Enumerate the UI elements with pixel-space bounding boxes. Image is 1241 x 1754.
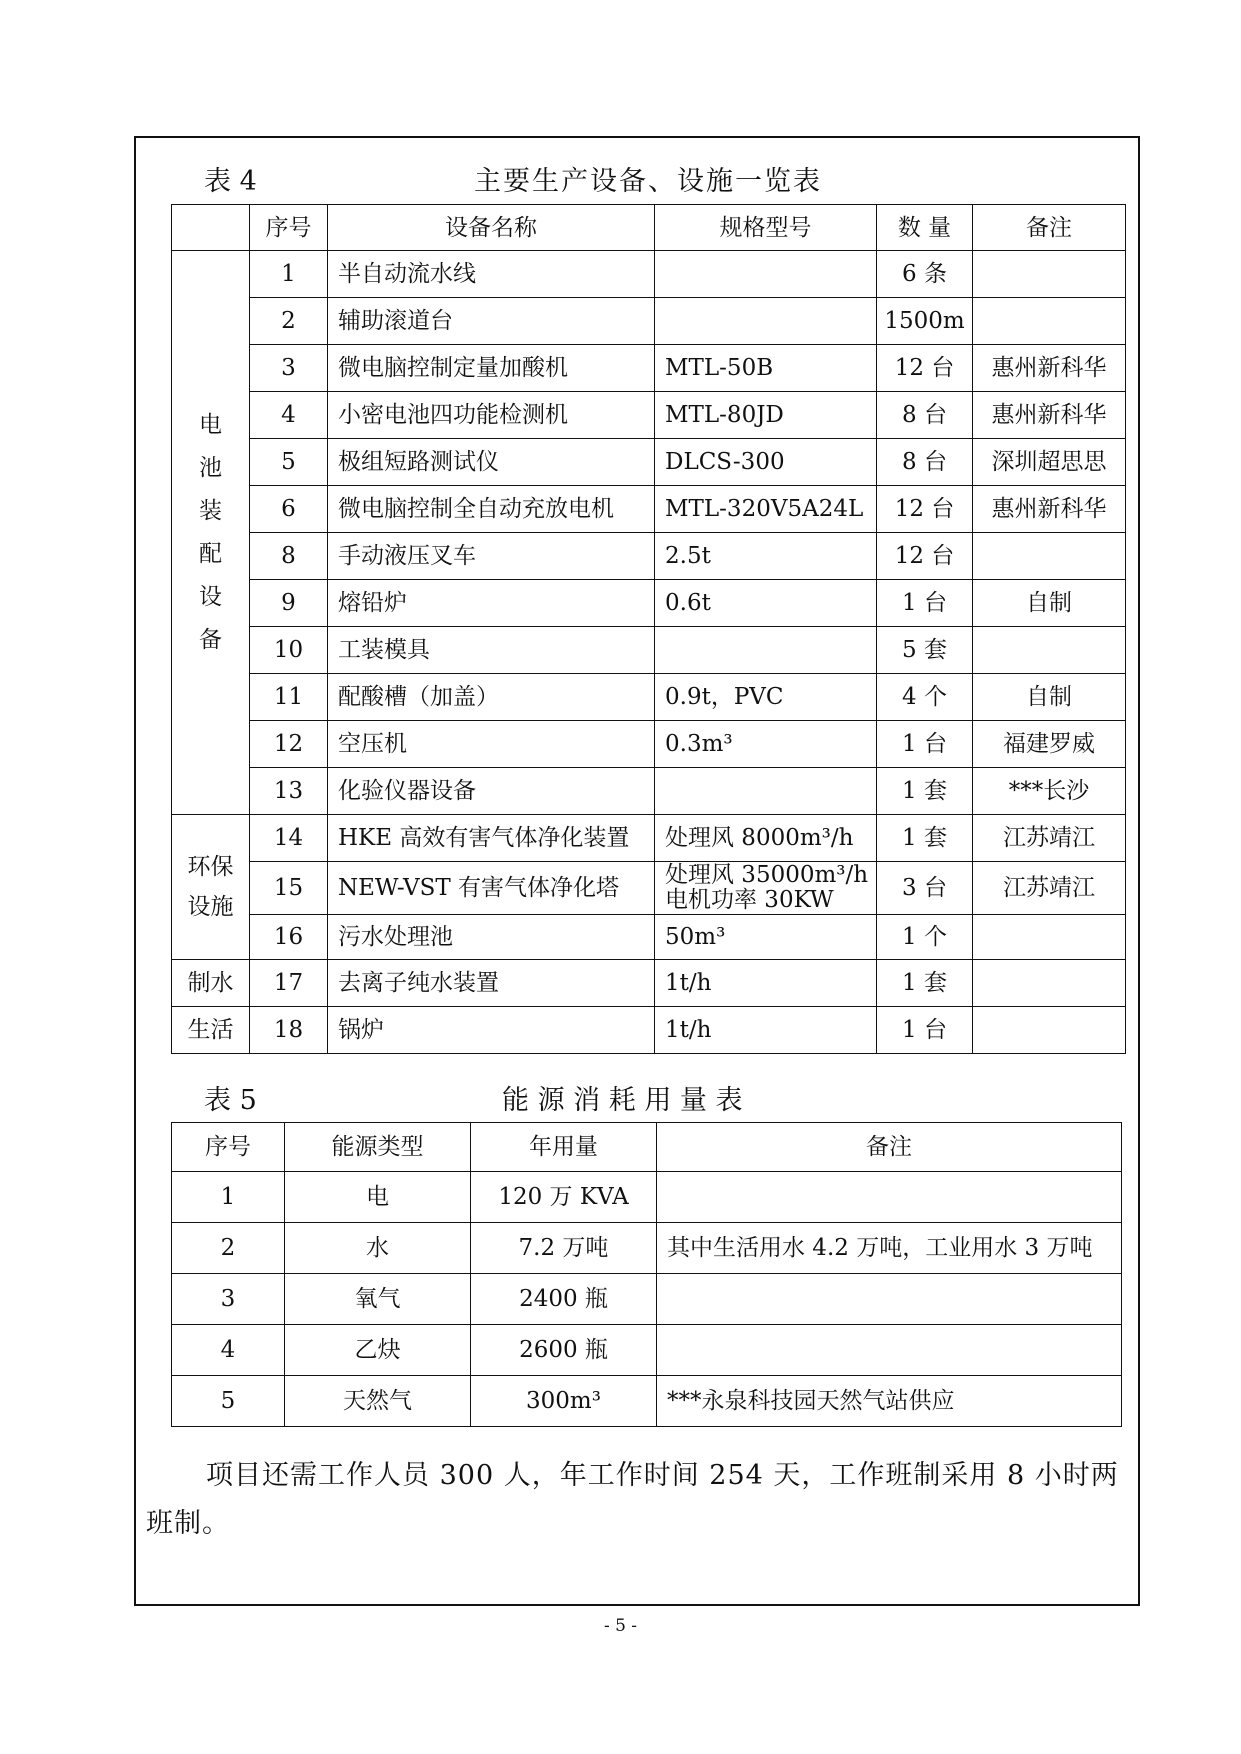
cell-qty: 1500m	[877, 298, 973, 345]
cell-name: 污水处理池	[328, 915, 655, 960]
cell-spec: 1t/h	[655, 960, 877, 1007]
table5-title: 能 源 消 耗 用 量 表	[502, 1085, 743, 1116]
cell-qty: 12 台	[877, 345, 973, 392]
table-row	[172, 486, 1126, 533]
table-row	[172, 1325, 1122, 1376]
cell-note: 惠州新科华	[973, 345, 1126, 392]
table-row	[172, 1376, 1122, 1427]
cell-qty: 6 条	[877, 251, 973, 298]
cell-spec	[655, 251, 877, 298]
cell-amount: 2400 瓶	[471, 1274, 657, 1325]
cell-qty: 1 套	[877, 815, 973, 862]
header-cell: 备注	[657, 1123, 1122, 1172]
cell-note	[973, 251, 1126, 298]
cell-type: 电	[285, 1172, 471, 1223]
cell-no: 15	[250, 862, 328, 915]
cell-type: 水	[285, 1223, 471, 1274]
cell-no: 4	[172, 1325, 285, 1376]
table-row	[172, 298, 1126, 345]
cell-note: 福建罗威	[973, 721, 1126, 768]
table5-label: 表 5	[204, 1085, 257, 1116]
cell-name: 辅助滚道台	[328, 298, 655, 345]
cell-note	[973, 915, 1126, 960]
cell-no: 1	[172, 1172, 285, 1223]
cell-amount: 7.2 万吨	[471, 1223, 657, 1274]
cell-qty: 8 台	[877, 439, 973, 486]
cell-name: 空压机	[328, 721, 655, 768]
table-row	[172, 251, 1126, 298]
cell-spec	[655, 627, 877, 674]
cell-name: 微电脑控制全自动充放电机	[328, 486, 655, 533]
cell-no: 2	[172, 1223, 285, 1274]
cell-spec	[655, 298, 877, 345]
cell-qty: 1 台	[877, 721, 973, 768]
cell-note	[657, 1274, 1122, 1325]
cell-no: 18	[250, 1007, 328, 1054]
cell-type: 天然气	[285, 1376, 471, 1427]
cell-qty: 12 台	[877, 486, 973, 533]
cell-no: 9	[250, 580, 328, 627]
table-row	[172, 345, 1126, 392]
cell-qty: 1 台	[877, 1007, 973, 1054]
cell-note	[973, 960, 1126, 1007]
cell-spec: 0.9t，PVC	[655, 674, 877, 721]
table-row	[172, 580, 1126, 627]
header-cell: 能源类型	[285, 1123, 471, 1172]
cell-spec: 处理风 35000m³/h 电机功率 30KW	[655, 862, 877, 915]
cell-name: 微电脑控制定量加酸机	[328, 345, 655, 392]
cell-name: 半自动流水线	[328, 251, 655, 298]
table-row	[172, 862, 1126, 915]
table-row	[172, 1007, 1126, 1054]
cell-note	[657, 1172, 1122, 1223]
table-row	[172, 674, 1126, 721]
table-row	[172, 627, 1126, 674]
header-cell: 序号	[172, 1123, 285, 1172]
table-row	[172, 533, 1126, 580]
cell-note: 其中生活用水 4.2 万吨，工业用水 3 万吨	[657, 1223, 1122, 1274]
cell-note	[657, 1325, 1122, 1376]
cell-spec: 处理风 8000m³/h	[655, 815, 877, 862]
cell-name: 熔铅炉	[328, 580, 655, 627]
cell-no: 6	[250, 486, 328, 533]
cell-no: 5	[250, 439, 328, 486]
cell-name: 化验仪器设备	[328, 768, 655, 815]
cell-no: 2	[250, 298, 328, 345]
cell-spec	[655, 768, 877, 815]
cell-spec: DLCS-300	[655, 439, 877, 486]
cell-name: 锅炉	[328, 1007, 655, 1054]
category-cell: 环保 设施	[172, 815, 250, 960]
table-row	[172, 1274, 1122, 1325]
cell-name: 小密电池四功能检测机	[328, 392, 655, 439]
header-cell: 规格型号	[655, 205, 877, 251]
equipment-table	[171, 204, 1126, 1054]
cell-note: 江苏靖江	[973, 815, 1126, 862]
cell-name: 手动液压叉车	[328, 533, 655, 580]
cell-note: 江苏靖江	[973, 862, 1126, 915]
cell-spec: 0.3m³	[655, 721, 877, 768]
cell-name: 去离子纯水装置	[328, 960, 655, 1007]
cell-qty: 1 套	[877, 960, 973, 1007]
cell-amount: 2600 瓶	[471, 1325, 657, 1376]
cell-amount: 120 万 KVA	[471, 1172, 657, 1223]
cell-no: 4	[250, 392, 328, 439]
energy-table	[171, 1122, 1122, 1427]
cell-note	[973, 1007, 1126, 1054]
category-cell: 电 池 装 配 设 备	[172, 251, 250, 815]
cell-qty: 5 套	[877, 627, 973, 674]
cell-no: 12	[250, 721, 328, 768]
cell-qty: 1 套	[877, 768, 973, 815]
table-row	[172, 768, 1126, 815]
cell-qty: 3 台	[877, 862, 973, 915]
page-number: - 5 -	[603, 1616, 638, 1636]
header-cell: 序号	[250, 205, 328, 251]
cell-no: 11	[250, 674, 328, 721]
cell-no: 16	[250, 915, 328, 960]
cell-no: 13	[250, 768, 328, 815]
cell-type: 乙炔	[285, 1325, 471, 1376]
cell-note: ***长沙	[973, 768, 1126, 815]
cell-amount: 300m³	[471, 1376, 657, 1427]
cell-no: 5	[172, 1376, 285, 1427]
table-row	[172, 815, 1126, 862]
table-row	[172, 915, 1126, 960]
cell-no: 1	[250, 251, 328, 298]
table4-header-row	[172, 205, 1126, 251]
table4-label: 表 4	[204, 166, 257, 197]
header-cell: 设备名称	[328, 205, 655, 251]
cell-qty: 1 台	[877, 580, 973, 627]
table4-title: 主要生产设备、设施一览表	[474, 166, 822, 197]
table-row	[172, 1223, 1122, 1274]
cell-spec: 2.5t	[655, 533, 877, 580]
cell-name: 极组短路测试仪	[328, 439, 655, 486]
cell-note	[973, 627, 1126, 674]
cell-no: 10	[250, 627, 328, 674]
table5-header-row	[172, 1123, 1122, 1172]
cell-no: 3	[250, 345, 328, 392]
cell-spec: 0.6t	[655, 580, 877, 627]
cell-spec: MTL-320V5A24L	[655, 486, 877, 533]
cell-spec: MTL-50B	[655, 345, 877, 392]
header-cell: 数 量	[877, 205, 973, 251]
cell-name: 工装模具	[328, 627, 655, 674]
cell-note: 深圳超思思	[973, 439, 1126, 486]
header-cell: 备注	[973, 205, 1126, 251]
cell-note: 自制	[973, 674, 1126, 721]
cell-note: 惠州新科华	[973, 486, 1126, 533]
cell-note	[973, 298, 1126, 345]
cell-no: 8	[250, 533, 328, 580]
cell-type: 氧气	[285, 1274, 471, 1325]
cell-no: 14	[250, 815, 328, 862]
staffing-paragraph: 项目还需工作人员 300 人，年工作时间 254 天，工作班制采用 8 小时两班制。	[146, 1460, 1119, 1539]
cell-note: 自制	[973, 580, 1126, 627]
table-row	[172, 392, 1126, 439]
cell-no: 17	[250, 960, 328, 1007]
table-row	[172, 439, 1126, 486]
cell-qty: 8 台	[877, 392, 973, 439]
cell-spec: 50m³	[655, 915, 877, 960]
header-cell	[172, 205, 250, 251]
cell-qty: 1 个	[877, 915, 973, 960]
cell-note: 惠州新科华	[973, 392, 1126, 439]
header-cell: 年用量	[471, 1123, 657, 1172]
cell-qty: 12 台	[877, 533, 973, 580]
category-cell: 制水	[172, 960, 250, 1007]
cell-qty: 4 个	[877, 674, 973, 721]
cell-spec: 1t/h	[655, 1007, 877, 1054]
table-row	[172, 721, 1126, 768]
cell-no: 3	[172, 1274, 285, 1325]
category-cell: 生活	[172, 1007, 250, 1054]
cell-note: ***永泉科技园天然气站供应	[657, 1376, 1122, 1427]
cell-name: NEW-VST 有害气体净化塔	[328, 862, 655, 915]
cell-note	[973, 533, 1126, 580]
table-row	[172, 1172, 1122, 1223]
cell-name: HKE 高效有害气体净化装置	[328, 815, 655, 862]
table-row	[172, 960, 1126, 1007]
cell-name: 配酸槽（加盖）	[328, 674, 655, 721]
cell-spec: MTL-80JD	[655, 392, 877, 439]
